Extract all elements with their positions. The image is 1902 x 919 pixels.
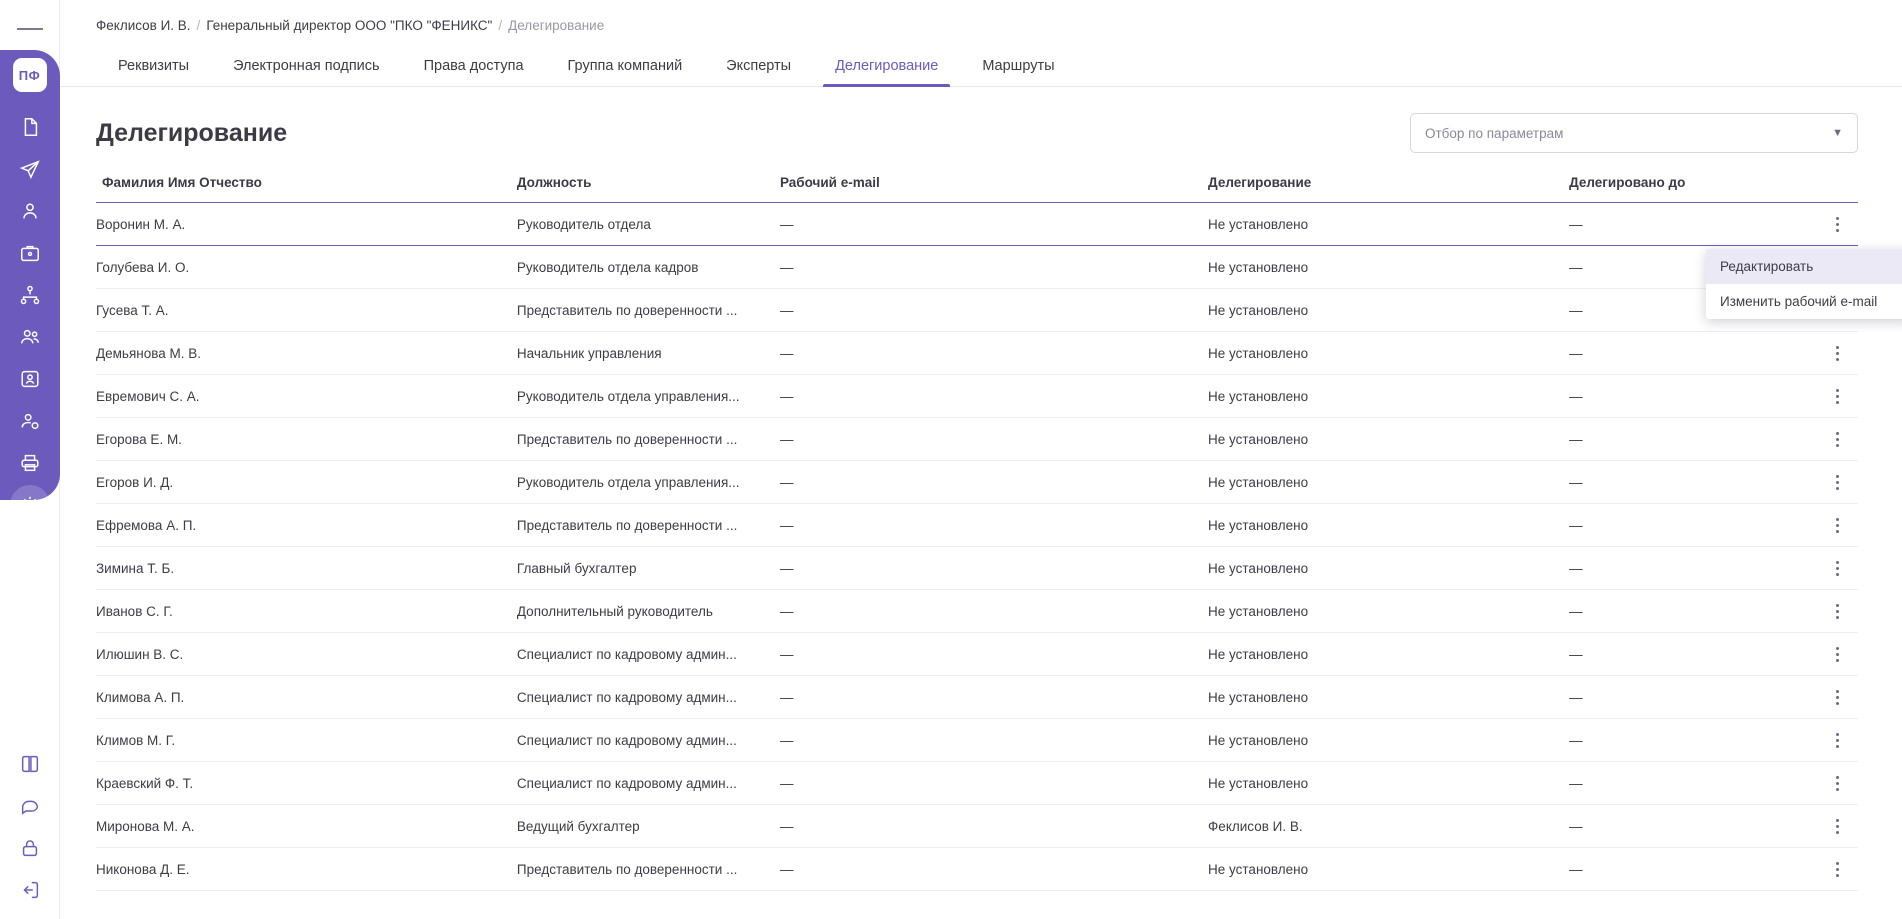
cell-position: Представитель по доверенности ...: [517, 848, 780, 891]
tab-delegation[interactable]: Делегирование: [813, 45, 960, 86]
cell-delegated-until: —: [1569, 848, 1817, 891]
cell-work-email: —: [780, 246, 1208, 289]
table-row[interactable]: [96, 246, 1858, 289]
cell-work-email: —: [780, 676, 1208, 719]
row-menu-icon[interactable]: [1817, 770, 1858, 796]
tab-company-group[interactable]: Группа компаний: [567, 57, 683, 74]
cell-actions: [1817, 418, 1858, 461]
cell-position: Руководитель отдела: [517, 203, 780, 246]
cell-work-email: —: [780, 418, 1208, 461]
cell-delegated-until: —: [1569, 461, 1817, 504]
row-menu-icon[interactable]: [1817, 512, 1858, 538]
table-row[interactable]: [96, 375, 1858, 418]
table-row[interactable]: [96, 633, 1858, 676]
cell-work-email: —: [780, 633, 1208, 676]
column-header-delegation: Делегирование: [1208, 175, 1569, 203]
breadcrumb-item-2: Делегирование: [508, 18, 605, 33]
table-row[interactable]: [96, 289, 1858, 332]
cell-fullname: Климова А. П.: [96, 676, 517, 719]
row-menu-icon[interactable]: [1817, 813, 1858, 839]
sidebar-nav: [9, 106, 51, 568]
cell-position: Ведущий бухгалтер: [517, 805, 780, 848]
sidebar-item-users-group-icon[interactable]: [9, 316, 51, 358]
cell-fullname: Голубева И. О.: [96, 246, 517, 289]
cell-delegated-until: —: [1569, 375, 1817, 418]
cell-delegation: Не установлено: [1208, 289, 1569, 332]
cell-position: Главный бухгалтер: [517, 547, 780, 590]
filter-select[interactable]: [1410, 113, 1858, 153]
cell-work-email: —: [780, 848, 1208, 891]
cell-delegated-until: —: [1569, 418, 1817, 461]
cell-position: Дополнительный руководитель: [517, 590, 780, 633]
sidebar-item-logout-icon[interactable]: [9, 869, 51, 911]
cell-actions: [1817, 547, 1858, 590]
cell-delegation: Не установлено: [1208, 676, 1569, 719]
cell-work-email: —: [780, 805, 1208, 848]
cell-delegation: Не установлено: [1208, 246, 1569, 289]
cell-delegated-until: —: [1569, 676, 1817, 719]
row-menu-icon[interactable]: [1817, 856, 1858, 882]
page-title: Делегирование: [96, 118, 288, 147]
cell-work-email: —: [780, 461, 1208, 504]
cell-delegation: Феклисов И. В.: [1208, 805, 1569, 848]
table-row[interactable]: [96, 848, 1858, 891]
cell-position: Специалист по кадровому админ...: [517, 633, 780, 676]
cell-position: Представитель по доверенности ...: [517, 289, 780, 332]
cell-work-email: —: [780, 203, 1208, 246]
tab-experts[interactable]: Эксперты: [726, 57, 792, 74]
burger-icon: [17, 28, 43, 30]
menu-toggle-button[interactable]: [9, 12, 51, 46]
cell-delegation: Не установлено: [1208, 633, 1569, 676]
cell-fullname: Климов М. Г.: [96, 719, 517, 762]
cell-fullname: Егоров И. Д.: [96, 461, 517, 504]
cell-actions: [1817, 590, 1858, 633]
cell-work-email: —: [780, 332, 1208, 375]
cell-delegated-until: —: [1569, 633, 1817, 676]
cell-delegated-until: —: [1569, 504, 1817, 547]
sidebar-bottom-nav: [0, 743, 60, 919]
cell-delegated-until: —: [1569, 762, 1817, 805]
cell-delegation: Не установлено: [1208, 848, 1569, 891]
sidebar-item-briefcase-icon[interactable]: [9, 232, 51, 274]
sidebar-item-user-settings-icon[interactable]: [9, 400, 51, 442]
cell-position: Руководитель отдела управления...: [517, 461, 780, 504]
page-header: [60, 87, 1902, 153]
column-header-fullname: Фамилия Имя Отчество: [96, 175, 517, 203]
cell-work-email: —: [780, 762, 1208, 805]
cell-delegation: Не установлено: [1208, 203, 1569, 246]
sidebar: [0, 0, 60, 919]
cell-actions: [1817, 848, 1858, 891]
cell-delegated-until: —: [1569, 246, 1817, 289]
cell-delegation: Не установлено: [1208, 461, 1569, 504]
cell-fullname: Зимина Т. Б.: [96, 547, 517, 590]
row-menu-icon[interactable]: [1817, 727, 1858, 753]
cell-fullname: Миронова М. А.: [96, 805, 517, 848]
cell-delegation: Не установлено: [1208, 418, 1569, 461]
cell-fullname: Егорова Е. М.: [96, 418, 517, 461]
row-menu-icon[interactable]: [1817, 469, 1858, 495]
cell-position: Представитель по доверенности ...: [517, 418, 780, 461]
cell-work-email: —: [780, 504, 1208, 547]
cell-actions: [1817, 332, 1858, 375]
cell-fullname: Евремович С. А.: [96, 375, 517, 418]
cell-actions: [1817, 504, 1858, 547]
main-content: [60, 0, 1902, 919]
cell-actions: [1817, 633, 1858, 676]
table-row[interactable]: [96, 762, 1858, 805]
delegation-table-container: [60, 175, 1902, 891]
sidebar-item-gear-icon[interactable]: [9, 484, 51, 526]
cell-actions: [1817, 203, 1858, 246]
tab-access-rights[interactable]: Права доступа: [423, 57, 524, 74]
app-logo[interactable]: ПФ: [13, 58, 47, 92]
table-row[interactable]: [96, 504, 1858, 547]
table-row[interactable]: [96, 590, 1858, 633]
breadcrumb-item-1[interactable]: Генеральный директор ООО "ПКО "ФЕНИКС": [206, 18, 493, 33]
cell-actions: [1817, 461, 1858, 504]
row-menu-icon[interactable]: [1817, 684, 1858, 710]
table-body: [96, 203, 1858, 891]
table-row[interactable]: [96, 461, 1858, 504]
cell-delegation: Не установлено: [1208, 590, 1569, 633]
breadcrumb-separator: /: [196, 18, 201, 33]
table-header: [96, 175, 1858, 203]
cell-fullname: Иванов С. Г.: [96, 590, 517, 633]
row-menu-icon[interactable]: [1817, 598, 1858, 624]
cell-actions: [1817, 805, 1858, 848]
breadcrumb-item-0[interactable]: Феклисов И. В.: [96, 18, 191, 33]
row-menu-icon[interactable]: [1817, 641, 1858, 667]
cell-delegation: Не установлено: [1208, 332, 1569, 375]
cell-position: Представитель по доверенности ...: [517, 504, 780, 547]
cell-delegated-until: —: [1569, 719, 1817, 762]
sidebar-item-support-chat-icon[interactable]: [9, 785, 51, 827]
cell-position: Специалист по кадровому админ...: [517, 762, 780, 805]
table-row[interactable]: [96, 547, 1858, 590]
row-menu-icon[interactable]: [1817, 426, 1858, 452]
cell-fullname: Демьянова М. В.: [96, 332, 517, 375]
cell-position: Специалист по кадровому админ...: [517, 676, 780, 719]
cell-actions: [1817, 719, 1858, 762]
cell-delegation: Не установлено: [1208, 547, 1569, 590]
row-menu-icon[interactable]: [1817, 340, 1858, 366]
column-header-work-email: Рабочий e-mail: [780, 175, 1208, 203]
context-menu-item-change-work-email[interactable]: Изменить рабочий e-mail: [1720, 294, 1878, 309]
cell-delegated-until: —: [1569, 203, 1817, 246]
sidebar-item-documents-icon[interactable]: [9, 106, 51, 148]
tab-bar: [60, 45, 1902, 87]
cell-position: Руководитель отдела управления...: [517, 375, 780, 418]
table-row[interactable]: [96, 418, 1858, 461]
table-row[interactable]: [96, 719, 1858, 762]
sidebar-item-org-structure-icon[interactable]: [9, 274, 51, 316]
cell-work-email: —: [780, 289, 1208, 332]
cell-fullname: Гусева Т. А.: [96, 289, 517, 332]
breadcrumb-separator: /: [498, 18, 503, 33]
cell-fullname: Никонова Д. Е.: [96, 848, 517, 891]
cell-fullname: Илюшин В. С.: [96, 633, 517, 676]
tab-electronic-signature[interactable]: Электронная подпись: [233, 57, 380, 74]
cell-fullname: Ефремова А. П.: [96, 504, 517, 547]
context-menu-item-edit[interactable]: Редактировать: [1706, 249, 1902, 284]
cell-work-email: —: [780, 547, 1208, 590]
column-header-position: Должность: [517, 175, 780, 203]
cell-delegation: Не установлено: [1208, 762, 1569, 805]
sidebar-item-id-card-icon[interactable]: [9, 358, 51, 400]
cell-position: Начальник управления: [517, 332, 780, 375]
cell-delegated-until: —: [1569, 289, 1817, 332]
row-menu-icon[interactable]: [1817, 383, 1858, 409]
cell-delegated-until: —: [1569, 805, 1817, 848]
delegation-table: [96, 175, 1858, 891]
cell-delegated-until: —: [1569, 332, 1817, 375]
filter-select-placeholder: Отбор по параметрам: [1425, 125, 1564, 141]
cell-work-email: —: [780, 719, 1208, 762]
column-header-actions: [1817, 175, 1858, 203]
cell-delegation: Не установлено: [1208, 719, 1569, 762]
cell-work-email: —: [780, 590, 1208, 633]
breadcrumb: [60, 0, 1902, 33]
row-context-menu: [1706, 249, 1902, 319]
row-menu-icon[interactable]: [1817, 555, 1858, 581]
table-header-row: [96, 175, 1858, 203]
cell-delegation: Не установлено: [1208, 375, 1569, 418]
cell-delegated-until: —: [1569, 547, 1817, 590]
sidebar-item-printer-icon[interactable]: [9, 442, 51, 484]
sidebar-item-book-icon[interactable]: [9, 743, 51, 785]
tab-routes[interactable]: Маршруты: [982, 57, 1055, 74]
cell-fullname: Воронин М. А.: [96, 203, 517, 246]
sidebar-item-lock-icon[interactable]: [9, 827, 51, 869]
table-row[interactable]: [96, 203, 1858, 246]
row-menu-icon[interactable]: [1817, 211, 1858, 237]
cell-delegation: Не установлено: [1208, 504, 1569, 547]
chevron-down-icon: ▼: [1832, 127, 1843, 139]
table-row[interactable]: [96, 676, 1858, 719]
table-row[interactable]: [96, 805, 1858, 848]
column-header-delegated-until: Делегировано до: [1569, 175, 1817, 203]
cell-position: Руководитель отдела кадров: [517, 246, 780, 289]
cell-work-email: —: [780, 375, 1208, 418]
cell-actions: [1817, 375, 1858, 418]
cell-actions: [1817, 676, 1858, 719]
sidebar-item-bell-icon[interactable]: [9, 526, 51, 568]
cell-actions: [1817, 762, 1858, 805]
sidebar-item-user-icon[interactable]: [9, 190, 51, 232]
cell-delegated-until: —: [1569, 590, 1817, 633]
tab-rekvizity[interactable]: Реквизиты: [118, 57, 190, 74]
cell-position: Специалист по кадровому админ...: [517, 719, 780, 762]
cell-fullname: Краевский Ф. Т.: [96, 762, 517, 805]
sidebar-item-send-icon[interactable]: [9, 148, 51, 190]
table-row[interactable]: [96, 332, 1858, 375]
